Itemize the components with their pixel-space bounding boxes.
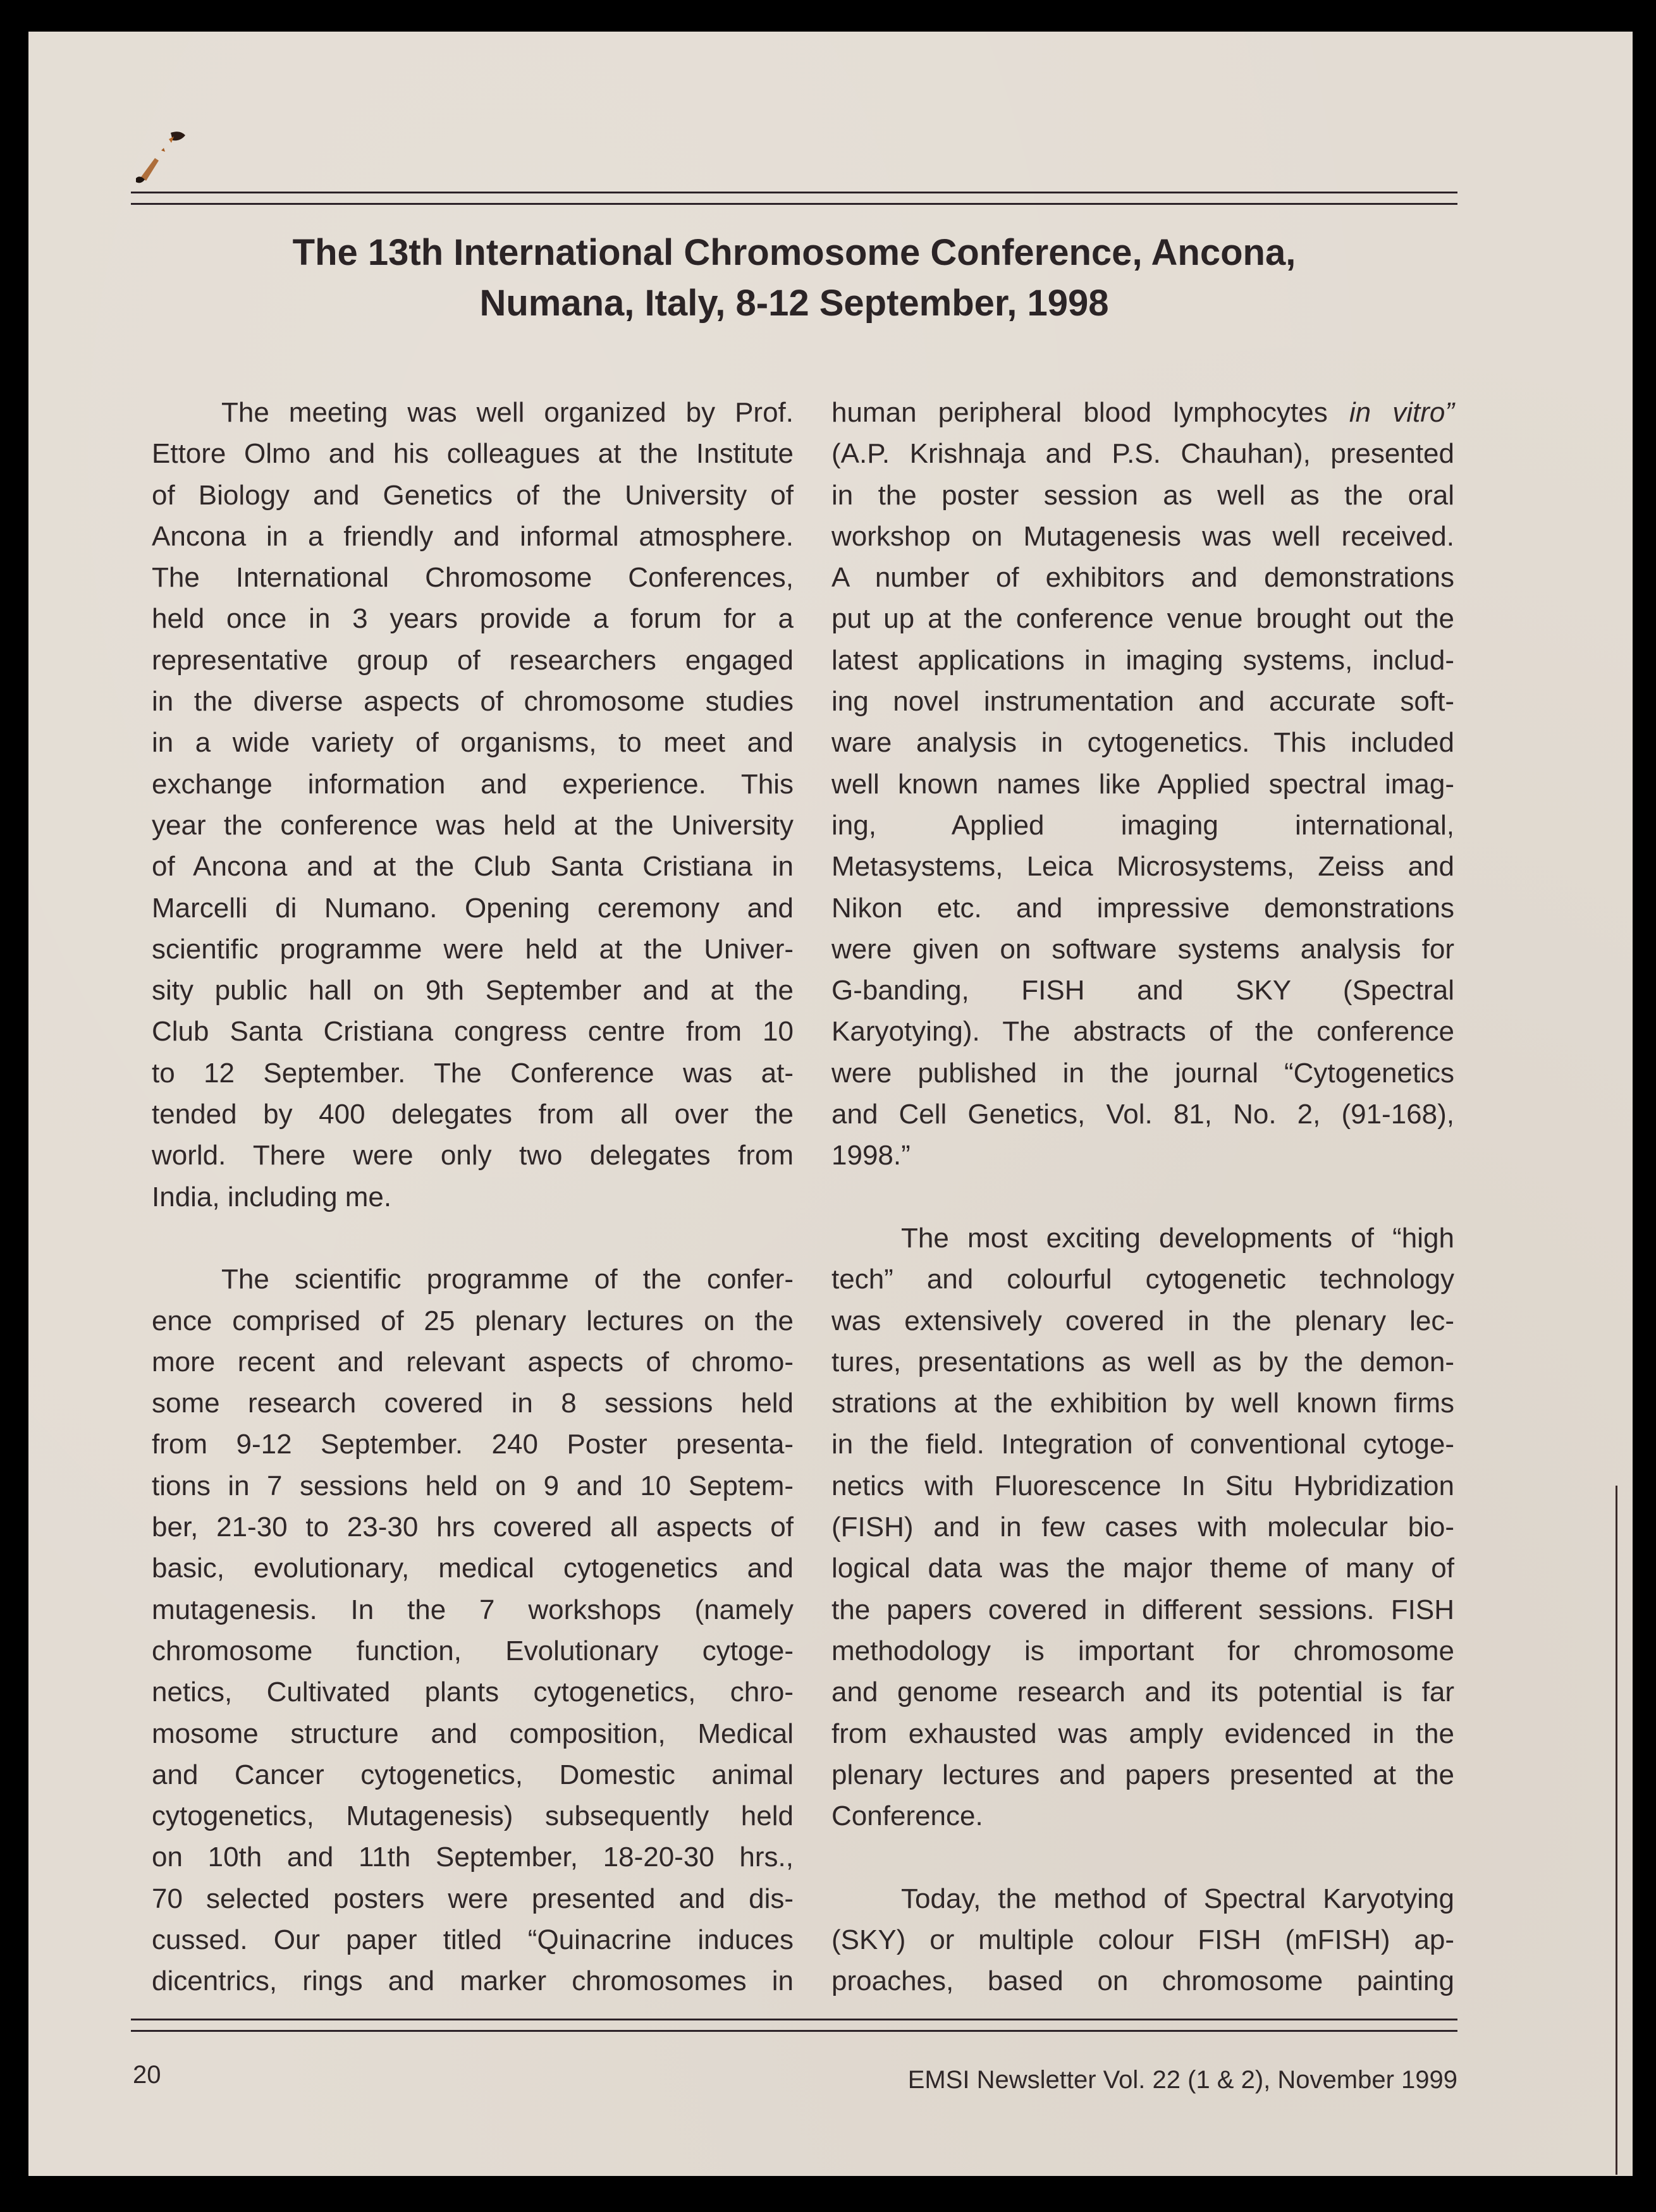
text-line-content: The meeting was well organized by Prof.: [221, 397, 794, 428]
title-line: Numana, Italy, 8-12 September, 1998: [479, 283, 1109, 324]
page-edge-line: [1616, 1486, 1617, 2175]
text-line: [152, 1836, 794, 1878]
text-line: [831, 722, 1454, 763]
header-rule-line: [131, 192, 1457, 193]
text-line-content: exchange information and experience. This: [152, 768, 794, 800]
text-line: [152, 1754, 794, 1795]
text-line: [152, 1383, 794, 1424]
text-line: [152, 1259, 794, 1300]
text-line: [831, 681, 1454, 722]
text-line-content: to 12 September. The Conference was at-: [152, 1057, 794, 1089]
text-line: [831, 1465, 1454, 1506]
text-line: [831, 846, 1454, 887]
text-line: [152, 929, 794, 970]
italic-term: in vitro”: [1349, 397, 1454, 428]
text-line: [831, 1754, 1454, 1795]
rust-stain-mark: [111, 120, 199, 196]
text-line: [152, 1424, 794, 1465]
text-line: [831, 1300, 1454, 1341]
right-text-column: [831, 392, 1454, 2002]
text-line-content: put up at the conference venue brought out the: [831, 603, 1454, 635]
text-line-content: logical data was the major theme of many of: [831, 1553, 1454, 1584]
text-line: [831, 1011, 1454, 1052]
text-line-content: basic, evolutionary, medical cytogenetics and: [152, 1553, 794, 1584]
text-line: [831, 1960, 1454, 2001]
text-line: [831, 433, 1454, 474]
text-line-content: chromosome function, Evolutionary cytoge-: [152, 1635, 794, 1666]
text-line-content: were given on software systems analysis for: [831, 933, 1454, 965]
footer-rule-line: [131, 2019, 1457, 2020]
text-line: [152, 640, 794, 681]
text-line: [831, 764, 1454, 805]
text-line-content: (FISH) and in few cases with molecular bio-: [831, 1512, 1454, 1543]
text-line: [831, 888, 1454, 929]
text-line-content: sity public hall on 9th September and at the: [152, 975, 794, 1006]
paragraph-gap: [831, 1176, 1454, 1218]
text-line-content: methodology is important for chromosome: [831, 1635, 1454, 1666]
left-text-column: [152, 392, 794, 2002]
article-title: [131, 228, 1457, 329]
text-line: [831, 640, 1454, 681]
text-line: [831, 1218, 1454, 1259]
text-line: [152, 516, 794, 557]
text-line-content: in the field. Integration of conventional cytoge-: [831, 1429, 1454, 1460]
text-line-content: Karyotying). The abstracts of the conference: [831, 1016, 1454, 1048]
text-line-content: of Ancona and at the Club Santa Cristiana in: [152, 851, 794, 883]
text-line: [152, 433, 794, 474]
text-line: [831, 805, 1454, 846]
text-line-content: from 9-12 September. 240 Poster presenta-: [152, 1429, 794, 1460]
text-line: [831, 1094, 1454, 1135]
text-line-content: well known names like Applied spectral imag-: [831, 768, 1454, 800]
paragraph-gap: [831, 1836, 1454, 1878]
text-line-content: Club Santa Cristiana congress centre from 10: [152, 1016, 794, 1048]
text-line: [831, 1589, 1454, 1630]
text-line-content: 70 selected posters were presented and dis-: [152, 1883, 794, 1914]
text-line: [152, 1300, 794, 1341]
text-line-content: on 10th and 11th September, 18-20-30 hrs.,: [152, 1842, 794, 1873]
text-line-content: ing novel instrumentation and accurate soft-: [831, 686, 1454, 718]
text-line: [831, 1341, 1454, 1383]
text-line: [152, 1341, 794, 1383]
text-line-content: 1998.”: [831, 1140, 911, 1171]
text-line: [831, 1259, 1454, 1300]
text-line-content: plenary lectures and papers presented at the: [831, 1759, 1454, 1790]
text-line-content: Metasystems, Leica Microsystems, Zeiss and: [831, 851, 1454, 883]
text-line: [152, 846, 794, 887]
text-line: [152, 1630, 794, 1671]
text-line: [831, 1383, 1454, 1424]
text-line-content: G-banding, FISH and SKY (Spectral: [831, 975, 1454, 1006]
text-line: [152, 557, 794, 598]
text-line-content: India, including me.: [152, 1181, 392, 1213]
title-line: The 13th International Chromosome Conference, Ancona,: [292, 232, 1296, 273]
page-footer: [131, 2061, 1457, 2099]
text-line-content: dicentrics, rings and marker chromosomes in: [152, 1965, 794, 1997]
text-line-content: proaches, based on chromosome painting: [831, 1965, 1454, 1997]
text-line-content: strations at the exhibition by well known firms: [831, 1388, 1454, 1419]
text-line-content: held once in 3 years provide a forum for a: [152, 603, 794, 635]
text-line: [152, 1713, 794, 1754]
text-line-content: cussed. Our paper titled “Quinacrine induces: [152, 1924, 794, 1955]
text-line: [152, 722, 794, 763]
text-line: [831, 1878, 1454, 1919]
text-line-content: netics with Fluorescence In Situ Hybridization: [831, 1470, 1454, 1501]
paragraph-gap: [152, 1218, 794, 1259]
footer-double-rule: [131, 2019, 1457, 2038]
text-line-content: (SKY) or multiple colour FISH (mFISH) ap-: [831, 1924, 1454, 1955]
text-line-content: Marcelli di Numano. Opening ceremony and: [152, 892, 794, 924]
text-line-content: human peripheral blood lymphocytes: [831, 397, 1349, 428]
text-line: [152, 1878, 794, 1919]
text-line-content: ware analysis in cytogenetics. This included: [831, 727, 1454, 759]
text-line-content: workshop on Mutagenesis was well received.: [831, 520, 1454, 552]
text-line-content: Conference.: [831, 1800, 983, 1832]
text-line-content: more recent and relevant aspects of chromo-: [152, 1346, 794, 1378]
text-line: [152, 475, 794, 516]
text-line-content: and genome research and its potential is far: [831, 1677, 1454, 1708]
text-line-content: Today, the method of Spectral Karyotying: [901, 1883, 1454, 1914]
text-line: [152, 1465, 794, 1506]
text-line-content: the papers covered in different sessions. FISH: [831, 1594, 1454, 1625]
text-line: [831, 475, 1454, 516]
text-line: [831, 1795, 1454, 1836]
text-line: [152, 1795, 794, 1836]
text-line: [152, 1135, 794, 1176]
text-line-content: world. There were only two delegates from: [152, 1140, 794, 1171]
text-line: [152, 805, 794, 846]
header-rule-line: [131, 203, 1457, 205]
text-line: [152, 598, 794, 639]
text-line: [152, 1176, 794, 1218]
text-line: [152, 970, 794, 1011]
text-line: [831, 598, 1454, 639]
text-line-content: tures, presentations as well as by the demon-: [831, 1346, 1454, 1378]
text-line: [152, 1589, 794, 1630]
text-line-content: year the conference was held at the University: [152, 809, 794, 841]
text-line: [152, 1960, 794, 2001]
text-line: [831, 557, 1454, 598]
text-line: [831, 1053, 1454, 1094]
text-line: [152, 392, 794, 433]
text-line: [152, 1094, 794, 1135]
text-line-content: in a wide variety of organisms, to meet and: [152, 727, 794, 759]
text-line-content: of Biology and Genetics of the University of: [152, 479, 794, 511]
text-line-content: and Cell Genetics, Vol. 81, No. 2, (91-168),: [831, 1099, 1454, 1130]
text-line: [831, 929, 1454, 970]
text-line-content: were published in the journal “Cytogenetics: [831, 1057, 1454, 1089]
text-line-content: Ancona in a friendly and informal atmosphere.: [152, 520, 794, 552]
text-line-content: was extensively covered in the plenary lec-: [831, 1305, 1454, 1336]
text-line: [831, 392, 1454, 433]
text-line-content: latest applications in imaging systems, includ-: [831, 644, 1454, 676]
text-line-content: The scientific programme of the confer-: [221, 1264, 794, 1295]
text-line-content: in the diverse aspects of chromosome studies: [152, 686, 794, 718]
text-line: [831, 516, 1454, 557]
text-line: [831, 1506, 1454, 1548]
text-line-content: mosome structure and composition, Medical: [152, 1718, 794, 1749]
text-line: [152, 1053, 794, 1094]
text-line: [152, 681, 794, 722]
text-line: [152, 1671, 794, 1713]
text-line-content: cytogenetics, Mutagenesis) subsequently held: [152, 1800, 794, 1832]
text-line-content: tech” and colourful cytogenetic technology: [831, 1264, 1454, 1295]
text-line: [152, 1011, 794, 1052]
text-line: [152, 1506, 794, 1548]
footer-rule-line: [131, 2030, 1457, 2032]
text-line-content: Ettore Olmo and his colleagues at the Institute: [152, 438, 794, 470]
text-line: [831, 1548, 1454, 1589]
text-line-content: mutagenesis. In the 7 workshops (namely: [152, 1594, 794, 1625]
text-line-content: ing, Applied imaging international,: [831, 809, 1454, 841]
header-double-rule: [131, 192, 1457, 211]
text-line-content: netics, Cultivated plants cytogenetics, chro-: [152, 1677, 794, 1708]
text-line-content: Nikon etc. and impressive demonstrations: [831, 892, 1454, 924]
text-line-content: A number of exhibitors and demonstrations: [831, 562, 1454, 594]
text-line-content: tions in 7 sessions held on 9 and 10 Septem-: [152, 1470, 794, 1501]
text-line-content: The International Chromosome Conferences,: [152, 562, 794, 594]
text-line: [831, 1713, 1454, 1754]
text-line: [831, 1135, 1454, 1176]
text-line-content: some research covered in 8 sessions held: [152, 1388, 794, 1419]
page-number: 20: [133, 2061, 161, 2089]
text-line: [152, 888, 794, 929]
text-line-content: ber, 21-30 to 23-30 hrs covered all aspects of: [152, 1512, 794, 1543]
text-line-content: tended by 400 delegates from all over the: [152, 1099, 794, 1130]
text-line: [831, 1919, 1454, 1960]
text-line: [152, 1548, 794, 1589]
text-line-content: scientific programme were held at the Univer-: [152, 933, 794, 965]
publication-info: EMSI Newsletter Vol. 22 (1 & 2), November 1999: [907, 2066, 1457, 2094]
text-line-content: (A.P. Krishnaja and P.S. Chauhan), presented: [831, 438, 1454, 470]
text-line-content: ence comprised of 25 plenary lectures on the: [152, 1305, 794, 1336]
text-line-content: and Cancer cytogenetics, Domestic animal: [152, 1759, 794, 1790]
text-line-content: in the poster session as well as the oral: [831, 479, 1454, 511]
text-line: [831, 970, 1454, 1011]
text-line-content: from exhausted was amply evidenced in the: [831, 1718, 1454, 1749]
text-line: [831, 1671, 1454, 1713]
text-line: [831, 1424, 1454, 1465]
text-line-content: representative group of researchers engaged: [152, 644, 794, 676]
text-line: [152, 764, 794, 805]
text-line: [831, 1630, 1454, 1671]
text-line-content: The most exciting developments of “high: [901, 1222, 1454, 1254]
text-line: [152, 1919, 794, 1960]
